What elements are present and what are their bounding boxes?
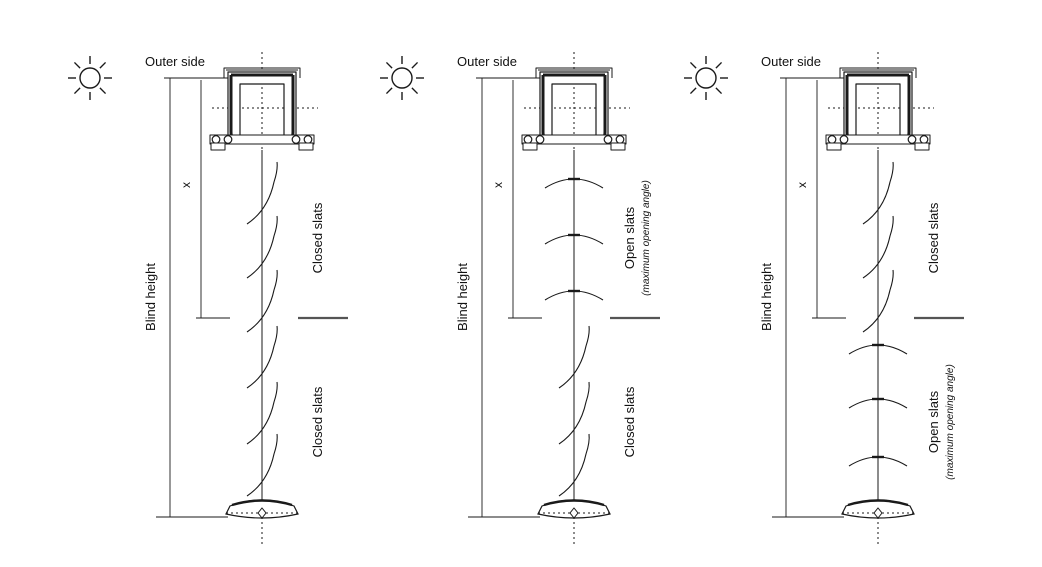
- blind-height-label: Blind height: [143, 263, 158, 331]
- panel-3: [684, 52, 964, 546]
- bottom-rail-profile: [226, 500, 300, 518]
- lower-slats-label-group: [310, 386, 325, 457]
- blind-height-label: Blind height: [759, 263, 774, 331]
- upper-slats-sublabel: (maximum opening angle): [641, 180, 652, 296]
- x-label: x: [491, 182, 505, 188]
- outer-side-label: Outer side: [761, 54, 821, 69]
- lower-slats-label: Open slats: [926, 390, 941, 454]
- panel-2: [380, 52, 660, 546]
- upper-slats-label-group: [622, 180, 652, 296]
- lower-slats-label: Closed slats: [310, 386, 325, 458]
- upper-slats-label-group: [310, 202, 325, 273]
- lower-slats-label: Closed slats: [622, 386, 637, 458]
- bottom-rail-profile: [538, 500, 612, 518]
- outer-side-label: Outer side: [457, 54, 517, 69]
- lower-slats-label-group: [622, 386, 637, 457]
- lower-slats-sublabel: (maximum opening angle): [945, 364, 956, 480]
- bottom-rail-profile: [842, 500, 916, 518]
- sun-icon: [68, 56, 112, 100]
- outer-side-label: Outer side: [145, 54, 205, 69]
- upper-slats-label: Open slats: [622, 206, 637, 270]
- sun-icon: [380, 56, 424, 100]
- upper-slats-label: Closed slats: [926, 202, 941, 274]
- upper-slats-label: Closed slats: [310, 202, 325, 274]
- x-label: x: [179, 182, 193, 188]
- upper-slats-label-group: [926, 202, 941, 273]
- lower-slats-label-group: [926, 364, 956, 480]
- sun-icon: [684, 56, 728, 100]
- panel-1: [68, 52, 348, 546]
- blind-height-label: Blind height: [455, 263, 470, 331]
- x-label: x: [795, 182, 809, 188]
